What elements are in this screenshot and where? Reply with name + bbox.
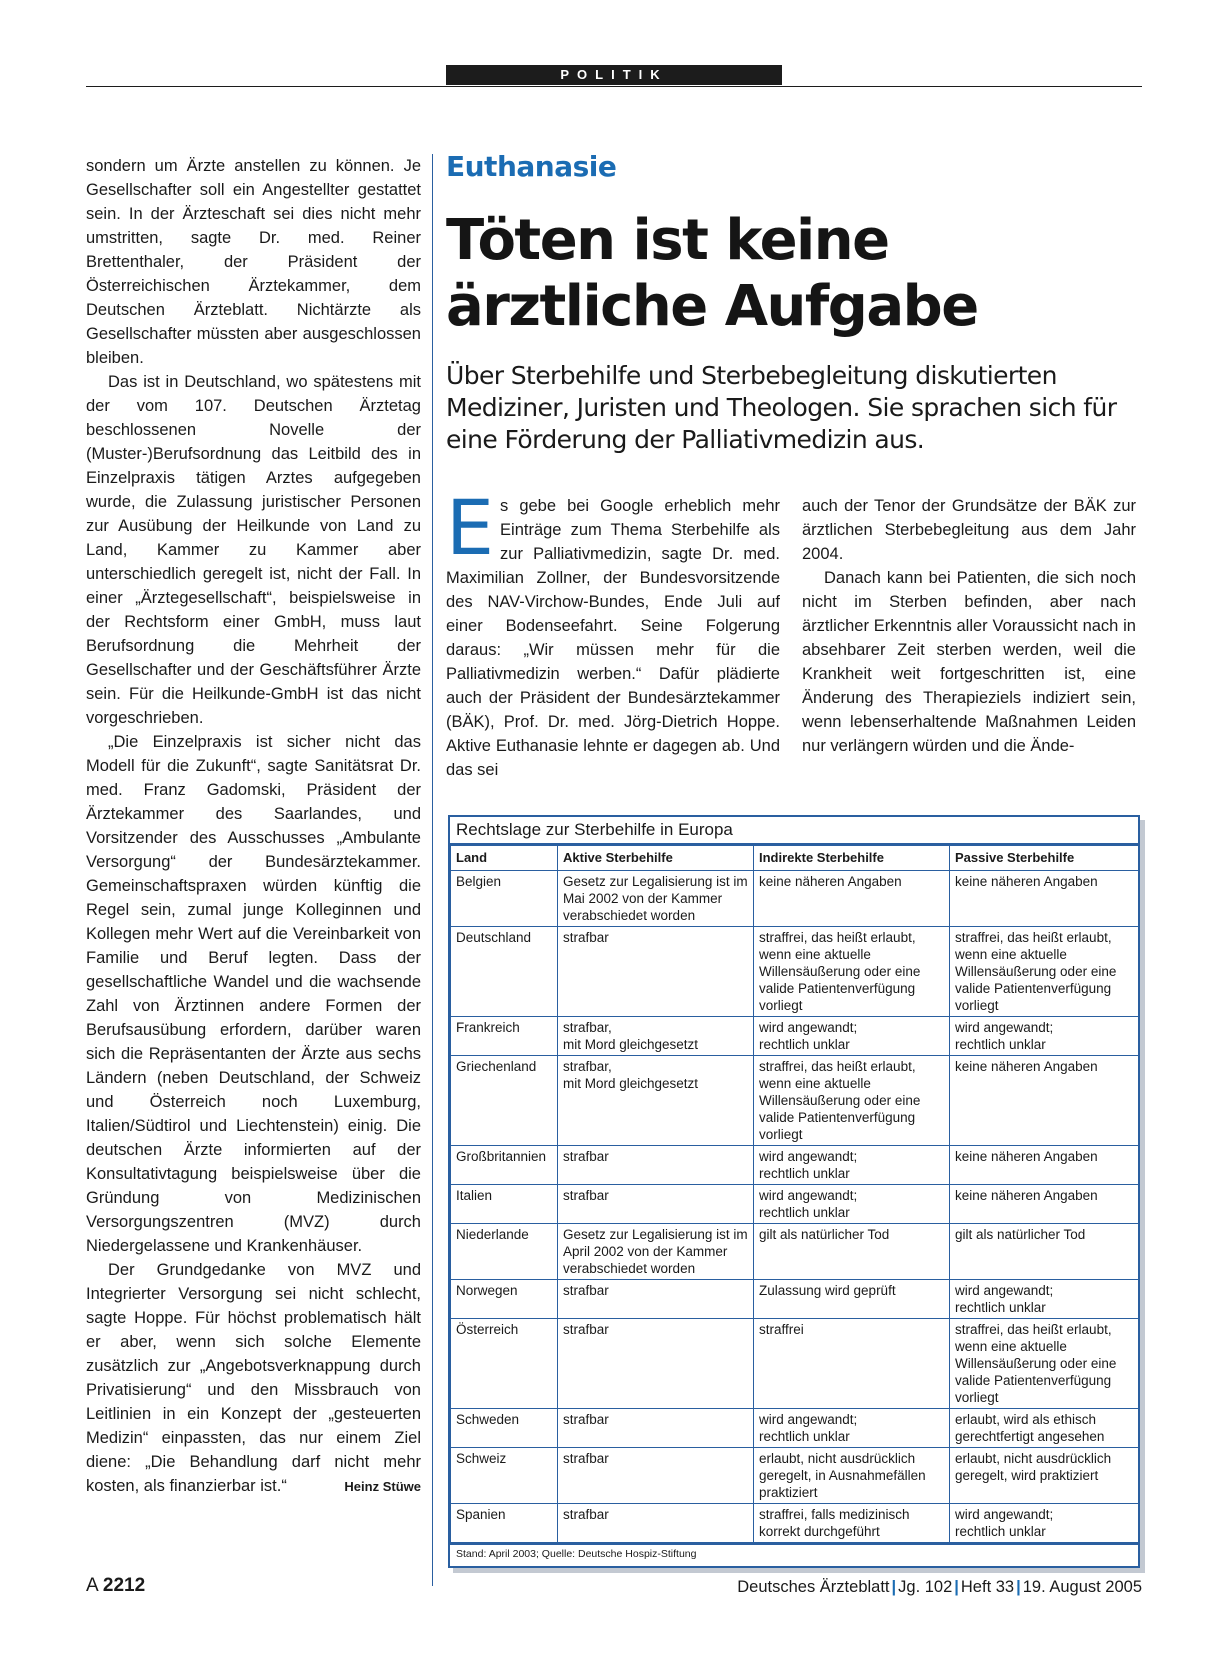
table-cell: strafbar, mit Mord gleichgesetzt: [558, 1017, 754, 1056]
article-headline: Töten ist keine ärztliche Aufgabe: [446, 208, 978, 339]
article-body-paragraph-2: auch der Tenor der Grundsätze der BÄK zur ärztlichen Sterbebegleitung aus dem Jahr 2004.: [802, 497, 1136, 563]
table-cell: straffrei, das heißt erlaubt, wenn eine aktuelle Willensäußerung oder eine valide Patientenverfügung vorliegt: [950, 927, 1139, 1017]
table-country-cell: Großbritannien: [451, 1146, 558, 1185]
table-row: [451, 1448, 1139, 1504]
table-country-cell: Österreich: [451, 1319, 558, 1409]
table-country-cell: Spanien: [451, 1504, 558, 1543]
article-body-paragraph-1: [446, 483, 780, 782]
table-cell: strafbar: [558, 1448, 754, 1504]
table-row: [451, 927, 1139, 1017]
table-cell: keine näheren Angaben: [754, 871, 950, 927]
table-country-cell: Frankreich: [451, 1017, 558, 1056]
table-country-cell: Schweden: [451, 1409, 558, 1448]
article-body-column-2: [802, 494, 1136, 758]
left-column: [86, 154, 421, 1499]
table-cell: strafbar, mit Mord gleichgesetzt: [558, 1056, 754, 1146]
table-header-cell: Passive Sterbehilfe: [950, 846, 1139, 871]
left-paragraph-1: sondern um Ärzte anstellen zu können. Je Gesellschafter soll ein Angestellter gestattet sein. In der Ärzteschaft sei dies nicht mehr umstritten, sagte Dr. med. Reiner Brettenthaler, der Präsident der Österreichischen Ärztekammer, dem Deutschen Ärzteblatt. Nichtärzte als Gesellschafter müssten aber ausgeschlossen bleiben.: [86, 157, 421, 367]
table-cell: gilt als natürlicher Tod: [950, 1224, 1139, 1280]
left-paragraph-3: „Die Einzelpraxis ist sicher nicht das Modell für die Zukunft“, sagte Sanitätsrat Dr. med. Franz Gadomski, Präsident der Ärztekammer des Saarlandes, und Vorsitzender des Ausschusses „Ambulante Versorgung“ der Bundesärztekammer. Gemeinschaftspraxen würden künftig die Regel sein, zumal junge Kolleginnen und Kollegen mehr Wert auf die Vereinbarkeit von Familie und Beruf legten. Dass der gesellschaftliche Wandel und die wachsende Zahl von Ärztinnen andere Formen der Berufsausübung erfordern, darüber waren sich die Repräsentanten der Ärzte aus sechs Ländern (neben Deutschland, der Schweiz und Österreich noch Luxemburg, Italien/Südtirol und Liechtenstein) einig. Die deutschen Ärzte informierten auf der Konsultativtagung beispielsweise über die Gründung von Medizinischen Versorgungszentren (MVZ) durch Niedergelassene und Krankenhäuser.: [86, 733, 421, 1255]
journal-footer: [737, 1578, 1142, 1597]
table-row: [451, 871, 1139, 927]
table-cell: erlaubt, nicht ausdrücklich geregelt, wird praktiziert: [950, 1448, 1139, 1504]
table-cell: wird angewandt; rechtlich unklar: [950, 1280, 1139, 1319]
table-cell: Zulassung wird geprüft: [754, 1280, 950, 1319]
journal-issue: Heft 33: [960, 1578, 1015, 1596]
table-cell: Gesetz zur Legalisierung ist im Mai 2002 von der Kammer verabschiedet worden: [558, 871, 754, 927]
table-country-cell: Schweiz: [451, 1448, 558, 1504]
journal-volume: Jg. 102: [898, 1578, 953, 1596]
footer-separator: |: [954, 1578, 959, 1596]
table-row: [451, 1224, 1139, 1280]
table-cell: wird angewandt; rechtlich unklar: [754, 1017, 950, 1056]
table-country-cell: Niederlande: [451, 1224, 558, 1280]
footer-separator: |: [1016, 1578, 1021, 1596]
table-cell: wird angewandt; rechtlich unklar: [754, 1146, 950, 1185]
table-cell: strafbar: [558, 1280, 754, 1319]
table-country-cell: Griechenland: [451, 1056, 558, 1146]
article-body-text-1: s gebe bei Google erheblich mehr Einträge zum Thema Sterbehilfe als zur Palliativmedizin, sagte Dr. med. Maximilian Zollner, der Bundesvorsitzende des NAV-Virchow-Bundes, Ende Juli auf einer Bodenseefahrt. Seine Folgerung daraus: „Wir müssen mehr für die Palliativmedizin werben.“ Dafür plädierte auch der Präsident der Bundesärztekammer (BÄK), Prof. Dr. med. Jörg-Dietrich Hoppe. Aktive Euthanasie lehnte er dagegen ab. Und das sei: [446, 497, 780, 779]
section-label: POLITIK: [446, 65, 782, 85]
table-cell: strafbar: [558, 1146, 754, 1185]
table-cell: erlaubt, wird als ethisch gerechtfertigt angesehen: [950, 1409, 1139, 1448]
table-row: [451, 1319, 1139, 1409]
author-signature: Heinz Stüwe: [344, 1479, 421, 1494]
table-cell: straffrei: [754, 1319, 950, 1409]
page-number: [86, 1575, 145, 1597]
left-paragraph-4-text: Der Grundgedanke von MVZ und Integrierter Versorgung sei nicht schlecht, sagte Hoppe. Für höchst problematisch hält er aber, wenn sich solche Elemente zusätzlich zur „Angebotsverknappung durch Privatisierung“ und den Missbrauch von Leitlinien in ein Konzept der „gesteuerten Medizin“ einpassten, das nur einem Ziel diene: „Die Behandlung darf nicht mehr kosten, als finanzierbar ist.“: [86, 1261, 421, 1495]
table-row: [451, 1056, 1139, 1146]
table-title: Rechtslage zur Sterbehilfe in Europa: [450, 817, 1138, 845]
table-source: Stand: April 2003; Quelle: Deutsche Hospiz-Stiftung: [450, 1543, 1138, 1566]
table-cell: strafbar: [558, 1409, 754, 1448]
drop-cap: E: [446, 483, 495, 572]
article-body-paragraph-3: Danach kann bei Patienten, die sich noch nicht im Sterben befinden, aber nach ärztlicher Erkenntnis aller Voraussicht nach in absehbarer Zeit sterben werden, weil die Krankheit weit fortgeschritten ist, eine Änderung des Therapieziels indiziert sein, wenn lebenserhaltende Maßnahmen Leiden nur verlängern würden und die Ände-: [802, 569, 1136, 755]
article-body-column-1: [446, 483, 780, 782]
table-cell: keine näheren Angaben: [950, 1146, 1139, 1185]
table-cell: gilt als natürlicher Tod: [754, 1224, 950, 1280]
table-row: [451, 1185, 1139, 1224]
left-paragraph-4: [86, 1258, 421, 1498]
table-cell: Gesetz zur Legalisierung ist im April 2002 von der Kammer verabschiedet worden: [558, 1224, 754, 1280]
table-cell: strafbar: [558, 1504, 754, 1543]
journal-date: 19. August 2005: [1022, 1578, 1142, 1596]
table-cell: wird angewandt; rechtlich unklar: [950, 1017, 1139, 1056]
page-number-value: 2212: [102, 1575, 146, 1596]
table-header-row: [451, 846, 1139, 871]
table-country-cell: Norwegen: [451, 1280, 558, 1319]
table-cell: wird angewandt; rechtlich unklar: [754, 1185, 950, 1224]
table-cell: strafbar: [558, 1185, 754, 1224]
table-cell: erlaubt, nicht ausdrücklich geregelt, in Ausnahmefällen praktiziert: [754, 1448, 950, 1504]
header-rule: [86, 86, 1142, 87]
table-cell: keine näheren Angaben: [950, 1185, 1139, 1224]
table-cell: straffrei, das heißt erlaubt, wenn eine aktuelle Willensäußerung oder eine valide Patientenverfügung vorliegt: [950, 1319, 1139, 1409]
article-lead: Über Sterbehilfe und Sterbebegleitung diskutierten Mediziner, Juristen und Theologen. Sie sprachen sich für eine Förderung der Palliativmedizin aus.: [446, 361, 1117, 454]
table-header-cell: Aktive Sterbehilfe: [558, 846, 754, 871]
table-row: [451, 1504, 1139, 1543]
table-country-cell: Italien: [451, 1185, 558, 1224]
footer-separator: |: [891, 1578, 897, 1596]
table-header-cell: Land: [451, 846, 558, 871]
table-body: [451, 871, 1139, 1543]
left-paragraph-2: Das ist in Deutschland, wo spätestens mit der vom 107. Deutschen Ärztetag beschlossenen Novelle der (Muster-)Berufsordnung das Leitbild des in Einzelpraxis tätigen Arztes aufgegeben wurde, die Zulassung juristischer Personen zur Ausübung der Heilkunde von Land zu Land, Kammer zu Kammer aber unterschiedlich geregelt ist, nicht der Fall. In einer „Ärztegesellschaft“, beispielsweise in der Rechtsform einer GmbH, muss laut Berufsordnung die Mehrheit der Gesellschafter und der Geschäftsführer Ärzte sein. Für die Heilkunde-GmbH ist das nicht vorgeschrieben.: [86, 373, 421, 727]
page-prefix: A: [86, 1575, 98, 1596]
table-cell: straffrei, das heißt erlaubt, wenn eine aktuelle Willensäußerung oder eine valide Patientenverfügung vorliegt: [754, 927, 950, 1017]
table-row: [451, 1280, 1139, 1319]
table-cell: keine näheren Angaben: [950, 1056, 1139, 1146]
article-kicker: Euthanasie: [446, 150, 617, 183]
table-cell: wird angewandt; rechtlich unklar: [754, 1409, 950, 1448]
table-cell: strafbar: [558, 1319, 754, 1409]
table-cell: keine näheren Angaben: [950, 871, 1139, 927]
table-country-cell: Deutschland: [451, 927, 558, 1017]
table-cell: wird angewandt; rechtlich unklar: [950, 1504, 1139, 1543]
table-cell: strafbar: [558, 927, 754, 1017]
table-cell: straffrei, falls medizinisch korrekt durchgeführt: [754, 1504, 950, 1543]
legal-status-table: [450, 845, 1139, 1543]
table-row: [451, 1146, 1139, 1185]
journal-name: Deutsches Ärzteblatt: [737, 1578, 890, 1596]
table-row: [451, 1409, 1139, 1448]
legal-status-table-box: [448, 815, 1140, 1568]
table-country-cell: Belgien: [451, 871, 558, 927]
column-divider: [432, 154, 433, 1586]
table-header-cell: Indirekte Sterbehilfe: [754, 846, 950, 871]
table-row: [451, 1017, 1139, 1056]
table-cell: straffrei, das heißt erlaubt, wenn eine aktuelle Willensäußerung oder eine valide Patientenverfügung vorliegt: [754, 1056, 950, 1146]
